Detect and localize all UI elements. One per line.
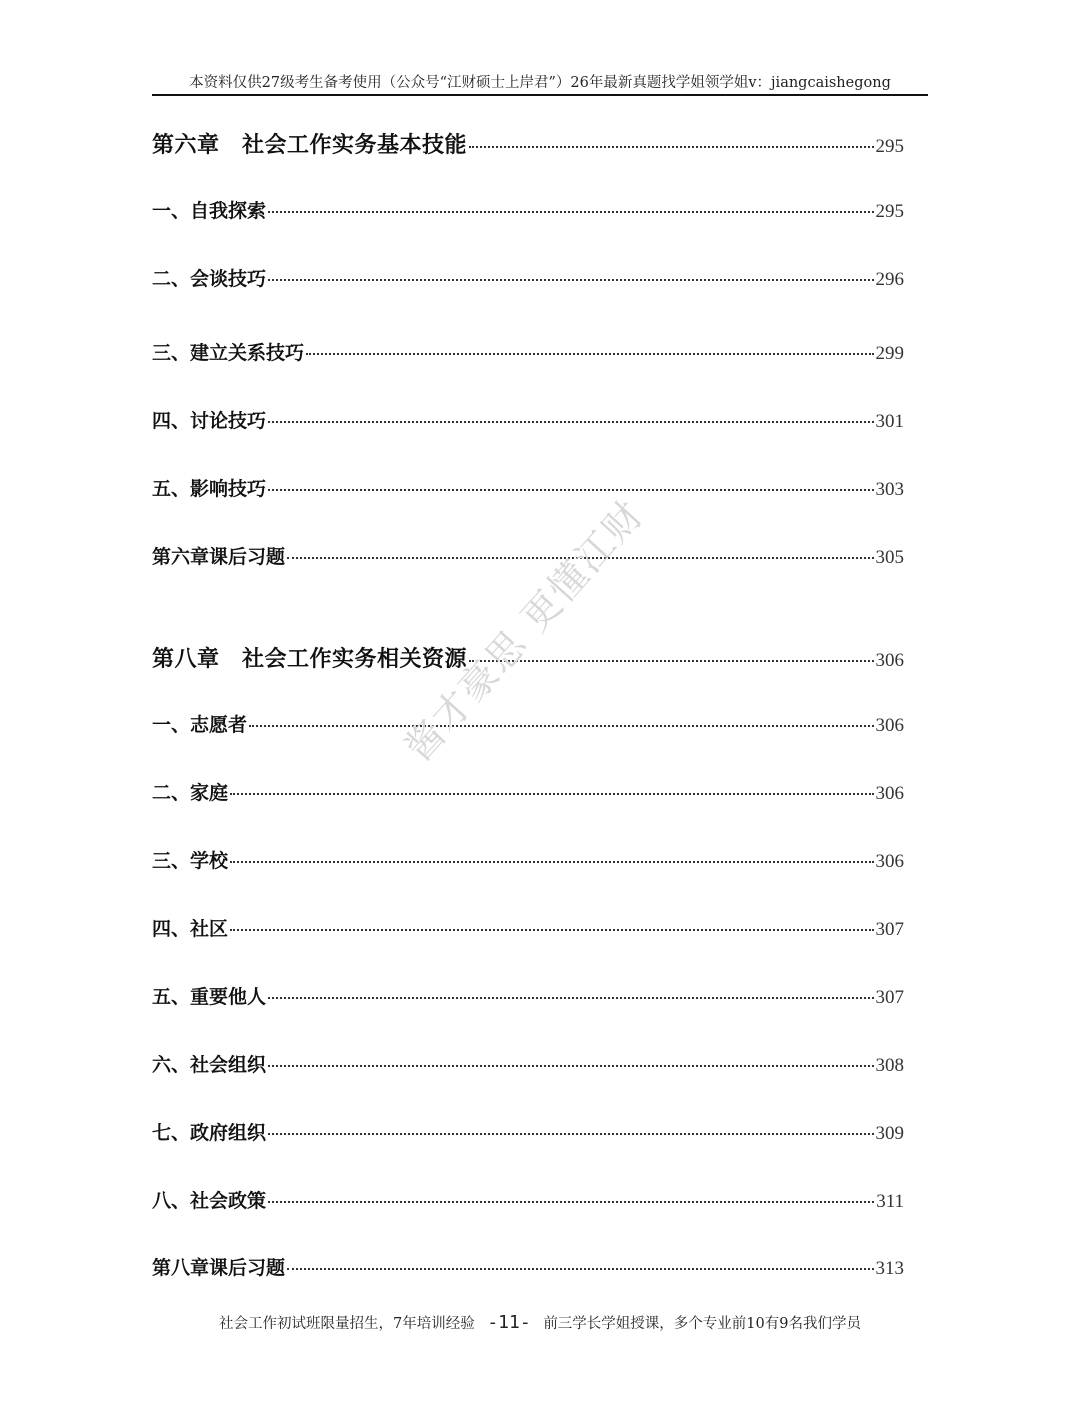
- toc-entry[interactable]: [152, 1253, 904, 1283]
- toc-entry-page: 306: [875, 783, 904, 804]
- toc-entry-title: 二、会谈技巧: [152, 268, 267, 290]
- toc-entry[interactable]: [152, 406, 904, 436]
- toc-entry-page: 299: [875, 343, 904, 364]
- toc-entry-title: 三、建立关系技巧: [152, 342, 305, 364]
- toc-entry-page: 306: [875, 851, 904, 872]
- toc-entry[interactable]: [152, 1050, 904, 1080]
- toc-entry-title: 第六章课后习题: [152, 546, 286, 568]
- dot-leader: [306, 352, 873, 355]
- toc-entry-title: 五、重要他人: [152, 986, 267, 1008]
- dot-leader: [268, 996, 873, 999]
- dot-leader: [230, 860, 873, 863]
- toc-entry[interactable]: [152, 1186, 904, 1216]
- toc-entry-page: 295: [875, 136, 904, 157]
- toc-entry-page: 313: [875, 1258, 904, 1279]
- toc-entry[interactable]: [152, 982, 904, 1012]
- dot-leader: [287, 1267, 873, 1270]
- toc-entry[interactable]: [152, 338, 904, 368]
- dot-leader: [268, 1200, 874, 1203]
- toc-entry[interactable]: [152, 128, 904, 158]
- page-footer: [120, 1312, 960, 1333]
- toc-entry-title: 七、政府组织: [152, 1122, 267, 1144]
- toc-entry-page: 307: [875, 919, 904, 940]
- toc-entry-page: 301: [875, 411, 904, 432]
- toc-entry-title: 第八章课后习题: [152, 1257, 286, 1279]
- toc-entry-title: 第六章 社会工作实务基本技能: [152, 133, 468, 158]
- toc-entry-title: 一、志愿者: [152, 714, 248, 736]
- footer-left-text: 社会工作初试班限量招生，7年培训经验: [219, 1316, 475, 1332]
- toc-entry-title: 八、社会政策: [152, 1190, 267, 1212]
- toc-entry[interactable]: [152, 474, 904, 504]
- toc-entry-title: 五、影响技巧: [152, 478, 267, 500]
- footer-right-text: 前三学长学姐授课，多个专业前10有9名我们学员: [543, 1316, 861, 1332]
- dot-leader: [268, 210, 873, 213]
- toc-entry[interactable]: [152, 778, 904, 808]
- toc-entry[interactable]: [152, 914, 904, 944]
- dot-leader: [230, 928, 873, 931]
- toc-entry-page: 303: [875, 479, 904, 500]
- dot-leader: [469, 145, 873, 148]
- toc-entry-title: 四、社区: [152, 918, 229, 940]
- toc-entry-page: 306: [875, 650, 904, 671]
- toc-entry-title: 二、家庭: [152, 782, 229, 804]
- page-number: -11-: [487, 1312, 531, 1333]
- toc-entry-title: 三、学校: [152, 850, 229, 872]
- dot-leader: [268, 420, 873, 423]
- toc-entry-page: 306: [875, 715, 904, 736]
- toc-entry[interactable]: [152, 542, 904, 572]
- dot-leader: [268, 278, 873, 281]
- toc-entry-page: 311: [876, 1191, 904, 1212]
- toc-entry-page: 309: [875, 1123, 904, 1144]
- toc-entry[interactable]: [152, 710, 904, 740]
- toc-entry-page: 295: [875, 201, 904, 222]
- dot-leader: [249, 724, 873, 727]
- dot-leader: [268, 1064, 873, 1067]
- toc-entry[interactable]: [152, 264, 904, 294]
- toc-entry-page: 296: [875, 269, 904, 290]
- dot-leader: [268, 1132, 873, 1135]
- header-rule: [152, 94, 928, 96]
- watermark: 酱才豪思 更懂江财: [396, 491, 653, 770]
- toc-entry-title: 一、自我探索: [152, 200, 267, 222]
- dot-leader: [268, 488, 873, 491]
- toc-entry-page: 305: [875, 547, 904, 568]
- toc-entry-title: 第八章 社会工作实务相关资源: [152, 647, 468, 672]
- toc-entry[interactable]: [152, 1118, 904, 1148]
- toc-entry-title: 四、讨论技巧: [152, 410, 267, 432]
- toc-entry[interactable]: [152, 196, 904, 226]
- toc-entry-page: 307: [875, 987, 904, 1008]
- toc-entry[interactable]: [152, 846, 904, 876]
- page-header: 本资料仅供27级考生备考使用（公众号“江财硕士上岸君”）26年最新真题找学姐领学姐v：jiangcaishegong: [189, 75, 891, 91]
- toc-entry-page: 308: [875, 1055, 904, 1076]
- dot-leader: [230, 792, 873, 795]
- toc-entry-title: 六、社会组织: [152, 1054, 267, 1076]
